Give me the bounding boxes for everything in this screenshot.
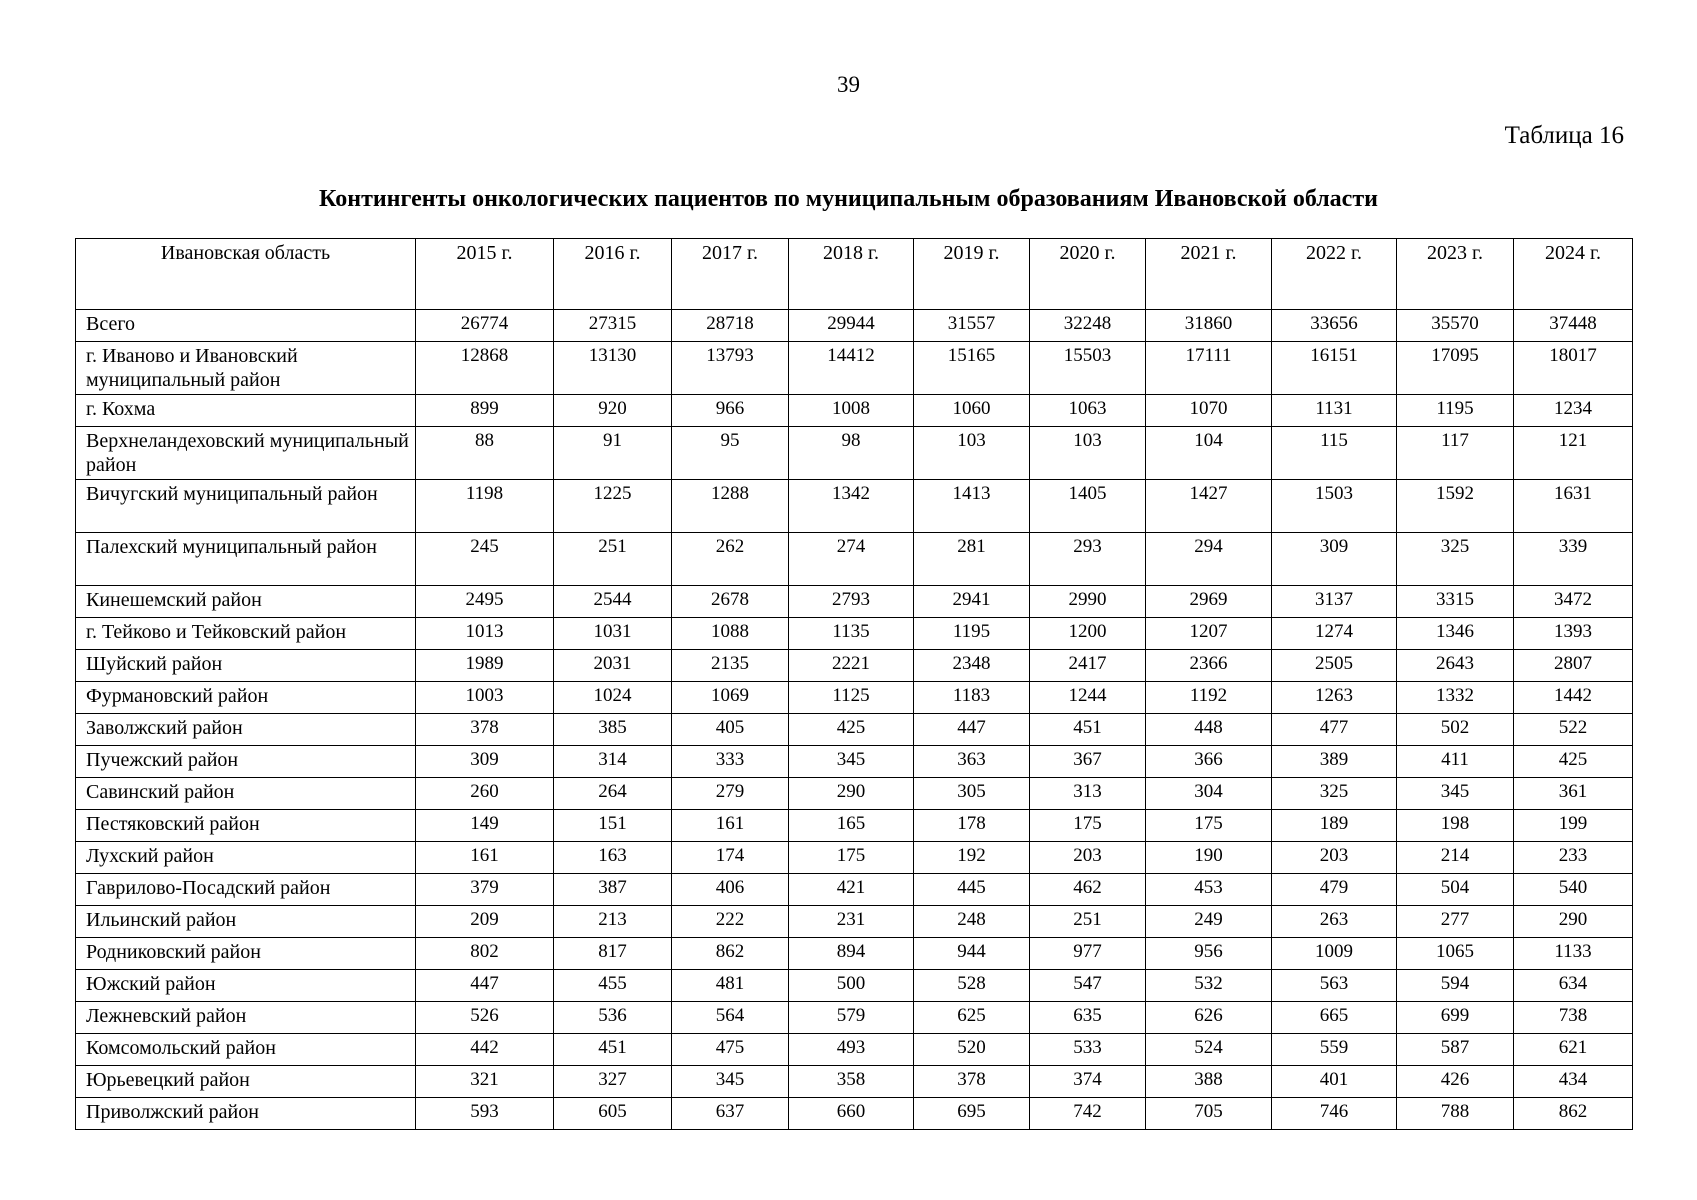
row-value: 1195 bbox=[1397, 395, 1514, 427]
table-row bbox=[76, 714, 1633, 746]
header-year: 2024 г. bbox=[1514, 239, 1633, 310]
row-value: 1070 bbox=[1146, 395, 1272, 427]
row-value: 1413 bbox=[914, 480, 1030, 533]
row-value: 313 bbox=[1030, 778, 1146, 810]
row-region-name: Юрьевецкий район bbox=[76, 1066, 416, 1098]
row-value: 411 bbox=[1397, 746, 1514, 778]
table-row bbox=[76, 1098, 1633, 1130]
row-value: 524 bbox=[1146, 1034, 1272, 1066]
row-value: 389 bbox=[1272, 746, 1397, 778]
row-value: 1069 bbox=[672, 682, 789, 714]
row-value: 379 bbox=[416, 874, 554, 906]
row-value: 149 bbox=[416, 810, 554, 842]
table-row bbox=[76, 427, 1633, 480]
row-value: 475 bbox=[672, 1034, 789, 1066]
row-value: 455 bbox=[554, 970, 672, 1002]
table-row bbox=[76, 1034, 1633, 1066]
row-value: 442 bbox=[416, 1034, 554, 1066]
row-value: 1225 bbox=[554, 480, 672, 533]
table-label: Таблица 16 bbox=[1504, 122, 1624, 149]
row-value: 705 bbox=[1146, 1098, 1272, 1130]
row-value: 2990 bbox=[1030, 586, 1146, 618]
row-value: 233 bbox=[1514, 842, 1633, 874]
row-value: 222 bbox=[672, 906, 789, 938]
row-value: 339 bbox=[1514, 533, 1633, 586]
row-value: 500 bbox=[789, 970, 914, 1002]
table-row bbox=[76, 1066, 1633, 1098]
row-value: 504 bbox=[1397, 874, 1514, 906]
row-value: 405 bbox=[672, 714, 789, 746]
row-value: 462 bbox=[1030, 874, 1146, 906]
row-value: 2678 bbox=[672, 586, 789, 618]
row-value: 1200 bbox=[1030, 618, 1146, 650]
row-value: 189 bbox=[1272, 810, 1397, 842]
row-value: 29944 bbox=[789, 310, 914, 342]
row-value: 1065 bbox=[1397, 938, 1514, 970]
row-value: 605 bbox=[554, 1098, 672, 1130]
row-value: 305 bbox=[914, 778, 1030, 810]
table-row bbox=[76, 810, 1633, 842]
row-value: 665 bbox=[1272, 1002, 1397, 1034]
row-value: 520 bbox=[914, 1034, 1030, 1066]
row-value: 479 bbox=[1272, 874, 1397, 906]
row-value: 203 bbox=[1272, 842, 1397, 874]
row-region-name: Вичугский муниципальный район bbox=[76, 480, 416, 533]
row-value: 358 bbox=[789, 1066, 914, 1098]
row-value: 406 bbox=[672, 874, 789, 906]
row-value: 325 bbox=[1272, 778, 1397, 810]
row-value: 401 bbox=[1272, 1066, 1397, 1098]
row-value: 2495 bbox=[416, 586, 554, 618]
row-value: 1198 bbox=[416, 480, 554, 533]
row-value: 279 bbox=[672, 778, 789, 810]
row-value: 1183 bbox=[914, 682, 1030, 714]
row-value: 817 bbox=[554, 938, 672, 970]
row-value: 1288 bbox=[672, 480, 789, 533]
row-value: 199 bbox=[1514, 810, 1633, 842]
row-value: 104 bbox=[1146, 427, 1272, 480]
row-value: 1031 bbox=[554, 618, 672, 650]
row-value: 249 bbox=[1146, 906, 1272, 938]
row-value: 526 bbox=[416, 1002, 554, 1034]
row-value: 699 bbox=[1397, 1002, 1514, 1034]
row-value: 190 bbox=[1146, 842, 1272, 874]
row-value: 203 bbox=[1030, 842, 1146, 874]
row-value: 862 bbox=[672, 938, 789, 970]
row-region-name: Южский район bbox=[76, 970, 416, 1002]
row-value: 2969 bbox=[1146, 586, 1272, 618]
row-value: 309 bbox=[1272, 533, 1397, 586]
row-value: 1060 bbox=[914, 395, 1030, 427]
row-value: 966 bbox=[672, 395, 789, 427]
row-value: 540 bbox=[1514, 874, 1633, 906]
header-year: 2021 г. bbox=[1146, 239, 1272, 310]
row-value: 447 bbox=[914, 714, 1030, 746]
table-row bbox=[76, 906, 1633, 938]
row-value: 12868 bbox=[416, 342, 554, 395]
row-value: 1133 bbox=[1514, 938, 1633, 970]
row-value: 594 bbox=[1397, 970, 1514, 1002]
row-value: 528 bbox=[914, 970, 1030, 1002]
row-value: 920 bbox=[554, 395, 672, 427]
row-value: 626 bbox=[1146, 1002, 1272, 1034]
row-value: 198 bbox=[1397, 810, 1514, 842]
row-value: 304 bbox=[1146, 778, 1272, 810]
row-value: 281 bbox=[914, 533, 1030, 586]
row-region-name: Всего bbox=[76, 310, 416, 342]
table-row bbox=[76, 480, 1633, 533]
document-title: Контингенты онкологических пациентов по муниципальным образованиям Ивановской области bbox=[319, 186, 1378, 212]
row-value: 17111 bbox=[1146, 342, 1272, 395]
row-value: 477 bbox=[1272, 714, 1397, 746]
row-value: 32248 bbox=[1030, 310, 1146, 342]
header-year: 2022 г. bbox=[1272, 239, 1397, 310]
row-value: 563 bbox=[1272, 970, 1397, 1002]
header-year: 2019 г. bbox=[914, 239, 1030, 310]
row-value: 363 bbox=[914, 746, 1030, 778]
row-value: 88 bbox=[416, 427, 554, 480]
row-value: 262 bbox=[672, 533, 789, 586]
row-value: 2807 bbox=[1514, 650, 1633, 682]
row-value: 1131 bbox=[1272, 395, 1397, 427]
table-row bbox=[76, 874, 1633, 906]
row-value: 165 bbox=[789, 810, 914, 842]
row-value: 2505 bbox=[1272, 650, 1397, 682]
row-value: 245 bbox=[416, 533, 554, 586]
row-value: 862 bbox=[1514, 1098, 1633, 1130]
row-region-name: Фурмановский район bbox=[76, 682, 416, 714]
row-value: 251 bbox=[1030, 906, 1146, 938]
row-value: 248 bbox=[914, 906, 1030, 938]
row-value: 91 bbox=[554, 427, 672, 480]
row-value: 18017 bbox=[1514, 342, 1633, 395]
row-value: 564 bbox=[672, 1002, 789, 1034]
row-value: 325 bbox=[1397, 533, 1514, 586]
row-value: 593 bbox=[416, 1098, 554, 1130]
row-value: 1088 bbox=[672, 618, 789, 650]
row-value: 1207 bbox=[1146, 618, 1272, 650]
row-value: 31557 bbox=[914, 310, 1030, 342]
row-value: 899 bbox=[416, 395, 554, 427]
table-row bbox=[76, 586, 1633, 618]
table-row bbox=[76, 533, 1633, 586]
row-value: 163 bbox=[554, 842, 672, 874]
row-region-name: Пестяковский район bbox=[76, 810, 416, 842]
row-value: 378 bbox=[416, 714, 554, 746]
row-value: 178 bbox=[914, 810, 1030, 842]
row-value: 14412 bbox=[789, 342, 914, 395]
row-value: 502 bbox=[1397, 714, 1514, 746]
row-value: 263 bbox=[1272, 906, 1397, 938]
row-value: 1009 bbox=[1272, 938, 1397, 970]
row-value: 15165 bbox=[914, 342, 1030, 395]
row-value: 37448 bbox=[1514, 310, 1633, 342]
header-year: 2017 г. bbox=[672, 239, 789, 310]
row-value: 192 bbox=[914, 842, 1030, 874]
row-value: 378 bbox=[914, 1066, 1030, 1098]
row-value: 1989 bbox=[416, 650, 554, 682]
row-region-name: Верхнеландеховский муниципальный район bbox=[76, 427, 416, 480]
row-region-name: Лежневский район bbox=[76, 1002, 416, 1034]
row-value: 621 bbox=[1514, 1034, 1633, 1066]
row-value: 1125 bbox=[789, 682, 914, 714]
row-value: 579 bbox=[789, 1002, 914, 1034]
row-value: 1592 bbox=[1397, 480, 1514, 533]
row-value: 533 bbox=[1030, 1034, 1146, 1066]
table-row bbox=[76, 310, 1633, 342]
row-value: 522 bbox=[1514, 714, 1633, 746]
page-number: 39 bbox=[837, 72, 860, 97]
header-year: 2015 г. bbox=[416, 239, 554, 310]
row-value: 547 bbox=[1030, 970, 1146, 1002]
row-region-name: Комсомольский район bbox=[76, 1034, 416, 1066]
row-value: 321 bbox=[416, 1066, 554, 1098]
row-value: 451 bbox=[1030, 714, 1146, 746]
row-value: 333 bbox=[672, 746, 789, 778]
row-region-name: г. Кохма bbox=[76, 395, 416, 427]
row-value: 1631 bbox=[1514, 480, 1633, 533]
row-value: 637 bbox=[672, 1098, 789, 1130]
row-value: 3472 bbox=[1514, 586, 1633, 618]
row-value: 1195 bbox=[914, 618, 1030, 650]
row-value: 175 bbox=[789, 842, 914, 874]
header-year: 2020 г. bbox=[1030, 239, 1146, 310]
row-value: 421 bbox=[789, 874, 914, 906]
row-value: 956 bbox=[1146, 938, 1272, 970]
row-region-name: Лухский район bbox=[76, 842, 416, 874]
row-value: 493 bbox=[789, 1034, 914, 1066]
row-value: 345 bbox=[672, 1066, 789, 1098]
row-value: 695 bbox=[914, 1098, 1030, 1130]
row-value: 345 bbox=[789, 746, 914, 778]
row-value: 587 bbox=[1397, 1034, 1514, 1066]
row-value: 345 bbox=[1397, 778, 1514, 810]
table-body bbox=[76, 310, 1633, 1130]
row-value: 385 bbox=[554, 714, 672, 746]
table-row bbox=[76, 650, 1633, 682]
row-value: 2221 bbox=[789, 650, 914, 682]
row-value: 532 bbox=[1146, 970, 1272, 1002]
table-row bbox=[76, 778, 1633, 810]
row-value: 1274 bbox=[1272, 618, 1397, 650]
row-value: 274 bbox=[789, 533, 914, 586]
row-value: 1263 bbox=[1272, 682, 1397, 714]
row-value: 213 bbox=[554, 906, 672, 938]
table-row bbox=[76, 746, 1633, 778]
row-value: 1405 bbox=[1030, 480, 1146, 533]
row-value: 175 bbox=[1146, 810, 1272, 842]
row-value: 447 bbox=[416, 970, 554, 1002]
row-value: 1013 bbox=[416, 618, 554, 650]
row-value: 481 bbox=[672, 970, 789, 1002]
row-value: 1024 bbox=[554, 682, 672, 714]
row-value: 231 bbox=[789, 906, 914, 938]
row-value: 209 bbox=[416, 906, 554, 938]
table-row bbox=[76, 682, 1633, 714]
row-value: 2941 bbox=[914, 586, 1030, 618]
row-region-name: Приволжский район bbox=[76, 1098, 416, 1130]
row-value: 115 bbox=[1272, 427, 1397, 480]
row-value: 214 bbox=[1397, 842, 1514, 874]
row-value: 2348 bbox=[914, 650, 1030, 682]
row-value: 738 bbox=[1514, 1002, 1633, 1034]
table-row bbox=[76, 1002, 1633, 1034]
row-value: 35570 bbox=[1397, 310, 1514, 342]
row-value: 1427 bbox=[1146, 480, 1272, 533]
row-value: 290 bbox=[1514, 906, 1633, 938]
row-region-name: г. Тейково и Тейковский район bbox=[76, 618, 416, 650]
row-value: 17095 bbox=[1397, 342, 1514, 395]
row-value: 894 bbox=[789, 938, 914, 970]
row-value: 374 bbox=[1030, 1066, 1146, 1098]
row-region-name: Гаврилово-Посадский район bbox=[76, 874, 416, 906]
row-value: 121 bbox=[1514, 427, 1633, 480]
row-value: 426 bbox=[1397, 1066, 1514, 1098]
row-value: 103 bbox=[914, 427, 1030, 480]
row-value: 451 bbox=[554, 1034, 672, 1066]
row-value: 33656 bbox=[1272, 310, 1397, 342]
row-value: 309 bbox=[416, 746, 554, 778]
row-region-name: Ильинский район bbox=[76, 906, 416, 938]
row-value: 1135 bbox=[789, 618, 914, 650]
row-value: 264 bbox=[554, 778, 672, 810]
data-table bbox=[75, 238, 1633, 1130]
row-value: 27315 bbox=[554, 310, 672, 342]
table-row bbox=[76, 970, 1633, 1002]
row-value: 13130 bbox=[554, 342, 672, 395]
row-value: 13793 bbox=[672, 342, 789, 395]
row-value: 1332 bbox=[1397, 682, 1514, 714]
row-value: 361 bbox=[1514, 778, 1633, 810]
row-value: 290 bbox=[789, 778, 914, 810]
row-region-name: Шуйский район bbox=[76, 650, 416, 682]
row-region-name: г. Иваново и Ивановский муниципальный район bbox=[76, 342, 416, 395]
header-year: 2023 г. bbox=[1397, 239, 1514, 310]
row-value: 1192 bbox=[1146, 682, 1272, 714]
row-value: 1342 bbox=[789, 480, 914, 533]
row-value: 327 bbox=[554, 1066, 672, 1098]
row-value: 1063 bbox=[1030, 395, 1146, 427]
row-value: 161 bbox=[416, 842, 554, 874]
row-value: 151 bbox=[554, 810, 672, 842]
row-value: 28718 bbox=[672, 310, 789, 342]
row-value: 3137 bbox=[1272, 586, 1397, 618]
row-value: 367 bbox=[1030, 746, 1146, 778]
row-region-name: Палехский муниципальный район bbox=[76, 533, 416, 586]
row-value: 2643 bbox=[1397, 650, 1514, 682]
row-value: 742 bbox=[1030, 1098, 1146, 1130]
table-row bbox=[76, 395, 1633, 427]
table-row bbox=[76, 618, 1633, 650]
row-value: 251 bbox=[554, 533, 672, 586]
row-value: 26774 bbox=[416, 310, 554, 342]
header-year: 2016 г. bbox=[554, 239, 672, 310]
row-value: 260 bbox=[416, 778, 554, 810]
row-region-name: Савинский район bbox=[76, 778, 416, 810]
header-region: Ивановская область bbox=[76, 239, 416, 310]
row-region-name: Заволжский район bbox=[76, 714, 416, 746]
row-value: 293 bbox=[1030, 533, 1146, 586]
row-value: 1234 bbox=[1514, 395, 1633, 427]
row-value: 294 bbox=[1146, 533, 1272, 586]
row-value: 2544 bbox=[554, 586, 672, 618]
row-value: 434 bbox=[1514, 1066, 1633, 1098]
row-value: 103 bbox=[1030, 427, 1146, 480]
row-value: 1346 bbox=[1397, 618, 1514, 650]
row-value: 2135 bbox=[672, 650, 789, 682]
row-value: 944 bbox=[914, 938, 1030, 970]
row-value: 174 bbox=[672, 842, 789, 874]
row-value: 1503 bbox=[1272, 480, 1397, 533]
row-value: 16151 bbox=[1272, 342, 1397, 395]
row-value: 117 bbox=[1397, 427, 1514, 480]
row-value: 425 bbox=[1514, 746, 1633, 778]
row-value: 635 bbox=[1030, 1002, 1146, 1034]
row-region-name: Кинешемский район bbox=[76, 586, 416, 618]
table-row bbox=[76, 938, 1633, 970]
row-value: 445 bbox=[914, 874, 1030, 906]
row-value: 2417 bbox=[1030, 650, 1146, 682]
row-value: 161 bbox=[672, 810, 789, 842]
row-value: 1442 bbox=[1514, 682, 1633, 714]
row-value: 366 bbox=[1146, 746, 1272, 778]
row-value: 95 bbox=[672, 427, 789, 480]
row-value: 1003 bbox=[416, 682, 554, 714]
row-value: 98 bbox=[789, 427, 914, 480]
table-row bbox=[76, 842, 1633, 874]
row-value: 175 bbox=[1030, 810, 1146, 842]
row-value: 2366 bbox=[1146, 650, 1272, 682]
row-value: 1393 bbox=[1514, 618, 1633, 650]
header-year: 2018 г. bbox=[789, 239, 914, 310]
row-value: 3315 bbox=[1397, 586, 1514, 618]
row-region-name: Родниковский район bbox=[76, 938, 416, 970]
row-value: 634 bbox=[1514, 970, 1633, 1002]
row-value: 788 bbox=[1397, 1098, 1514, 1130]
row-value: 388 bbox=[1146, 1066, 1272, 1098]
row-value: 15503 bbox=[1030, 342, 1146, 395]
row-value: 746 bbox=[1272, 1098, 1397, 1130]
row-value: 559 bbox=[1272, 1034, 1397, 1066]
row-region-name: Пучежский район bbox=[76, 746, 416, 778]
row-value: 977 bbox=[1030, 938, 1146, 970]
table-header-row bbox=[76, 239, 1633, 310]
row-value: 1008 bbox=[789, 395, 914, 427]
table-row bbox=[76, 342, 1633, 395]
row-value: 31860 bbox=[1146, 310, 1272, 342]
row-value: 277 bbox=[1397, 906, 1514, 938]
row-value: 425 bbox=[789, 714, 914, 746]
row-value: 2031 bbox=[554, 650, 672, 682]
row-value: 448 bbox=[1146, 714, 1272, 746]
row-value: 660 bbox=[789, 1098, 914, 1130]
row-value: 625 bbox=[914, 1002, 1030, 1034]
row-value: 314 bbox=[554, 746, 672, 778]
row-value: 2793 bbox=[789, 586, 914, 618]
row-value: 802 bbox=[416, 938, 554, 970]
row-value: 536 bbox=[554, 1002, 672, 1034]
row-value: 1244 bbox=[1030, 682, 1146, 714]
row-value: 387 bbox=[554, 874, 672, 906]
row-value: 453 bbox=[1146, 874, 1272, 906]
